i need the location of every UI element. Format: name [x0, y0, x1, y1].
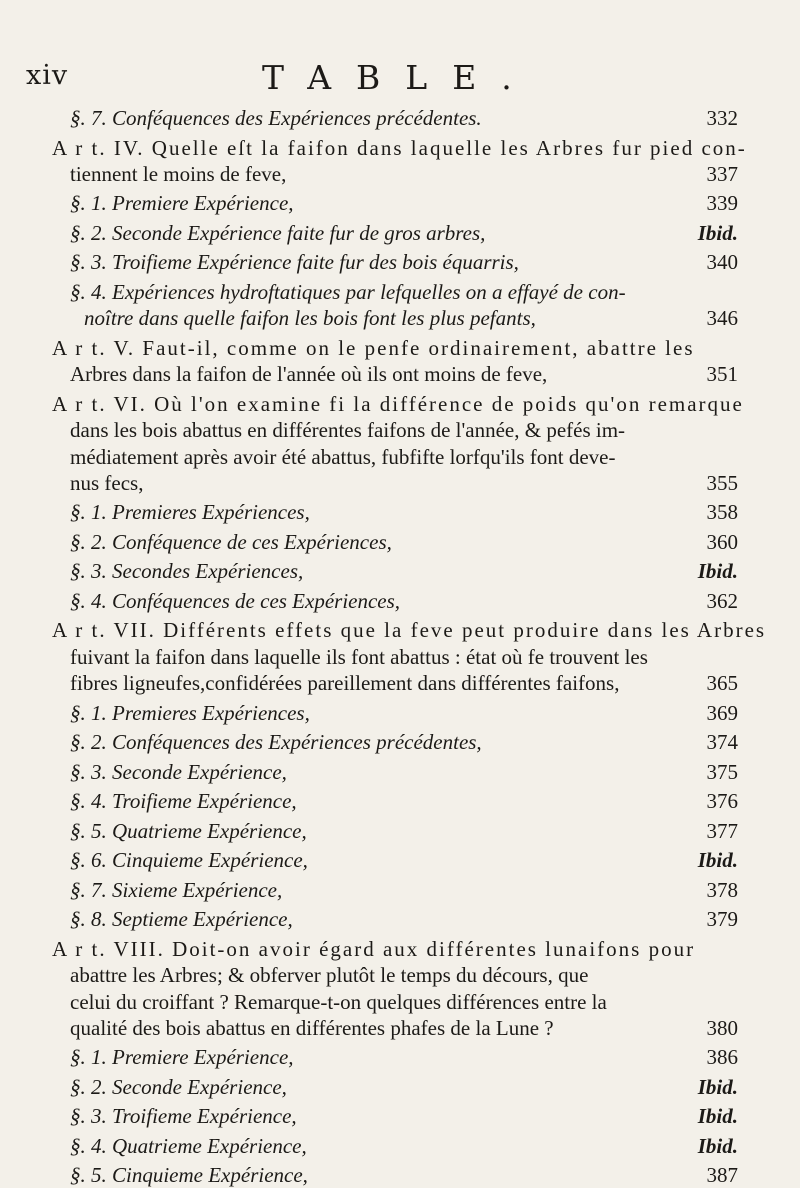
toc-line: nus fecs,: [70, 470, 144, 495]
toc-line: §. 5. Cinquieme Expérience,: [70, 1163, 308, 1188]
toc-line: §. 2. Conféquence de ces Expériences,: [70, 529, 392, 554]
page-title: TABLE.: [262, 58, 537, 97]
toc-line: §. 3. Troifieme Expérience faite fur des bois équarris,: [70, 250, 519, 275]
toc-page-ref: Ibid.: [697, 559, 738, 584]
toc-page-ref: 387: [706, 1163, 738, 1188]
toc-line: §. 7. Conféquences des Expériences précédentes.: [70, 106, 482, 130]
toc-line: noître dans quelle faifon les bois font les plus pefants,: [84, 306, 536, 331]
toc-page-ref: 351: [706, 362, 738, 387]
toc-line: §. 6. Cinquieme Expérience,: [70, 848, 308, 873]
toc-page-ref: 358: [706, 500, 738, 525]
toc-page-ref: 377: [706, 818, 738, 843]
toc-page-ref: 360: [706, 529, 738, 554]
toc-line: §. 2. Conféquences des Expériences précédentes,: [70, 730, 482, 755]
toc-line: celui du croiffant ? Remarque-t-on quelques différences entre la: [70, 989, 607, 1014]
toc-page-ref: 386: [706, 1045, 738, 1070]
toc-line: §. 1. Premieres Expériences,: [70, 700, 310, 725]
toc-page-ref: 376: [706, 789, 738, 814]
toc-line: §. 3. Seconde Expérience,: [70, 759, 287, 784]
toc-page-ref: 379: [706, 907, 738, 932]
toc-line: §. 2. Seconde Expérience faite fur de gros arbres,: [70, 220, 486, 245]
toc-line: §. 2. Seconde Expérience,: [70, 1074, 287, 1099]
toc-line: A r t. IV. Quelle eſt la faifon dans laquelle les Arbres fur pied con-: [52, 135, 747, 160]
page-number: xiv: [26, 60, 69, 91]
toc-line: fuivant la faifon dans laquelle ils font abattus : état où fe trouvent les: [70, 644, 648, 669]
toc-line: §. 4. Expériences hydroftatiques par lefquelles on a effayé de con-: [70, 279, 626, 304]
toc-page-ref: Ibid.: [697, 1074, 738, 1099]
toc-page-ref: 346: [706, 306, 738, 331]
toc-line: A r t. VII. Différents effets que la feve peut produire dans les Arbres: [52, 618, 767, 643]
toc-page-ref: 375: [706, 759, 738, 784]
toc-line: §. 8. Septieme Expérience,: [70, 907, 293, 932]
toc-line: A r t. V. Faut-il, comme on le penfe ordinairement, abattre les: [52, 335, 695, 360]
toc-line: §. 4. Troifieme Expérience,: [70, 789, 297, 814]
toc-page-ref: 374: [706, 730, 738, 755]
toc-line: §. 7. Sixieme Expérience,: [70, 877, 283, 902]
toc-line: fibres ligneufes,confidérées pareillement dans différentes faifons,: [70, 671, 620, 696]
toc-page-ref: Ibid.: [697, 1133, 738, 1158]
toc-page-ref: 340: [706, 250, 738, 275]
toc-page-ref: 369: [706, 700, 738, 725]
toc-line: §. 5. Quatrieme Expérience,: [70, 818, 307, 843]
toc-line: dans les bois abattus en différentes faifons de l'année, & pefés im-: [70, 418, 626, 443]
toc-line: A r t. VIII. Doit-on avoir égard aux différentes lunaifons pour: [52, 936, 696, 961]
toc-line: §. 1. Premieres Expériences,: [70, 500, 310, 525]
toc-line: §. 3. Secondes Expériences,: [70, 559, 304, 584]
toc-line: qualité des bois abattus en différentes phafes de la Lune ?: [70, 1015, 554, 1040]
toc-line: §. 4. Conféquences de ces Expériences,: [70, 588, 401, 613]
toc-page-ref: 365: [706, 671, 738, 696]
toc-line: médiatement après avoir été abattus, fubfifte lorfqu'ils font deve-: [70, 444, 616, 469]
toc-line: §. 1. Premiere Expérience,: [70, 191, 294, 216]
toc-page-ref: 378: [706, 877, 738, 902]
toc-page-ref: 337: [706, 161, 738, 186]
toc-page-ref: 332: [706, 106, 738, 130]
toc-page-ref: Ibid.: [697, 848, 738, 873]
toc-page-ref: Ibid.: [697, 220, 738, 245]
toc-line: Arbres dans la faifon de l'année où ils ont moins de feve,: [70, 362, 548, 387]
toc-line: §. 3. Troifieme Expérience,: [70, 1104, 297, 1129]
toc-line: A r t. VI. Où l'on examine fi la différence de poids qu'on remarque: [52, 391, 744, 416]
toc-line: §. 1. Premiere Expérience,: [70, 1045, 294, 1070]
toc-page-ref: 380: [706, 1015, 738, 1040]
toc-line: §. 4. Quatrieme Expérience,: [70, 1133, 307, 1158]
toc-page-ref: 355: [706, 470, 738, 495]
toc-page-ref: 339: [706, 191, 738, 216]
toc-line: abattre les Arbres; & obferver plutôt le temps du décours, que: [70, 963, 589, 988]
toc-line: tiennent le moins de feve,: [70, 161, 287, 186]
toc-page-ref: 362: [706, 588, 738, 613]
toc-page-ref: Ibid.: [697, 1104, 738, 1129]
